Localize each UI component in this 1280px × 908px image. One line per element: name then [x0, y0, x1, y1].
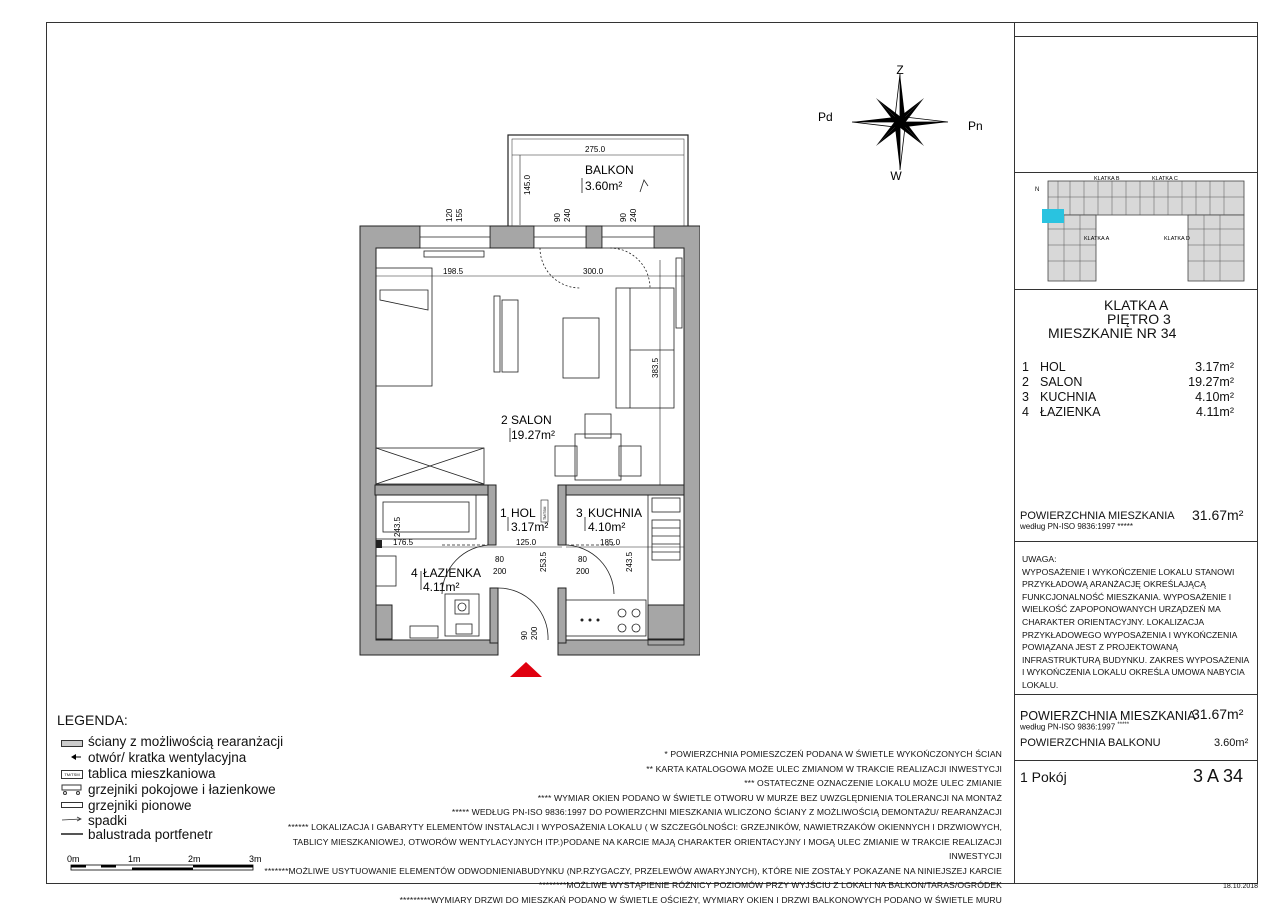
legend-item-label: grzejniki pionowe	[88, 798, 192, 813]
room-label-salon	[501, 413, 555, 442]
room-area: 4.11m²	[423, 580, 460, 594]
summary-area-standard	[1020, 722, 1129, 732]
room-name: ŁAZIENKA	[423, 566, 482, 580]
compass-east-label: Pn	[968, 119, 983, 133]
footnote: TABLICY MIESZKANIOWEJ, OTWORÓW WENTYLACYJNYCH ITP.)PODANE NA KARCIE MAJĄ CHARAKTER ORIENTACYJNY I MOGĄ ULEC ZMIANIE W TRAKCIE REALIZACJI INWESTYCJI	[292, 836, 1002, 862]
info-column	[1014, 22, 1258, 884]
room-area: 4.10m²	[1195, 390, 1234, 404]
building-key-plan	[1028, 175, 1252, 287]
dimension-label: 200	[530, 626, 539, 640]
compass-west-label: Pd	[818, 110, 833, 124]
radiator-icon	[61, 783, 83, 795]
vertical-radiator-icon	[61, 802, 83, 808]
footnote: ********MOŻLIWE WYSTĄPIENIE RÓŻNICY POZIOMÓW PRZY WYJŚCIU Z LOKALI NA BALKON/TARAS/OGRÓDEK	[538, 880, 1002, 891]
footnotes	[240, 747, 1002, 908]
revision-date: 18.10.2018	[1223, 883, 1259, 890]
balcony-area-value: 3.60m²	[1214, 737, 1249, 749]
dimension-label: 80	[578, 555, 587, 564]
rooms-count: 1 Pokój	[1020, 769, 1067, 785]
summary-area-label: POWIERZCHNIA MIESZKANIA	[1020, 709, 1196, 723]
room-area: 4.11m²	[1196, 405, 1234, 419]
dimension-label: 200	[576, 567, 590, 576]
footnote: *********WYMIARY DRZWI DO MIESZKAŃ PODANO W ŚWIETLE OŚCIEŻY, WYMIARY OKIEN I DRZWI BALKONOWYCH PODANO W ŚWIETLE MURU	[399, 894, 1002, 905]
room-name: SALON	[1040, 375, 1083, 389]
dimension-label: 185.0	[600, 538, 621, 547]
dimension-label: 240	[563, 208, 572, 222]
vent-icon	[61, 752, 83, 762]
remarks-line: WIELKOŚĆ ZAPOPONOWANYCH URZĄDZEŃ MA	[1022, 604, 1221, 615]
dimension-label: 253.5	[539, 551, 548, 572]
doors	[442, 545, 614, 640]
summary-area-value: 31.67m²	[1192, 706, 1244, 722]
room-area: 19.27m²	[1188, 375, 1234, 389]
total-area-label: POWIERZCHNIA MIESZKANIA	[1020, 510, 1175, 522]
dimension-label: 240	[629, 208, 638, 222]
balustrade-icon	[61, 833, 83, 835]
room-area: 19.27m²	[511, 428, 556, 442]
remarks-line: INFRASTRUKTURĄ BUDYNKU. ZAKRES WYPOSAŻENIA	[1022, 654, 1250, 665]
key-plan-label: KLATKA B	[1094, 176, 1120, 182]
compass-rose	[810, 60, 1000, 190]
remarks-line: PRZYKŁADOWĄ ARANŻACJĘ OKREŚLAJĄCĄ	[1022, 579, 1206, 590]
floor-plan	[340, 130, 700, 680]
compass-north-label: Z	[896, 63, 904, 77]
room-area: 4.10m²	[588, 520, 626, 534]
room-label-kuchnia	[576, 506, 642, 534]
dimension-label: 275.0	[585, 145, 606, 154]
dimension-label: 120	[445, 208, 454, 222]
unit-code: 3 A 34	[1193, 766, 1244, 786]
footnote: *******MOŻLIWE USYTUOWANIE ELEMENTÓW ODWODNIENIABUDYNKU (NP.RZYGACZY, PRZELEWÓW AWARYJNYCH), KTÓRE NIE ZOSTAŁY POKAZANE NA NINIEJSZEJ KARCIE	[264, 865, 1002, 876]
stairwell-label: KLATKA A	[1104, 297, 1169, 313]
key-plan-label: KLATKA A	[1084, 236, 1110, 242]
room-number: 4	[1022, 405, 1029, 419]
room-list-item	[1022, 390, 1238, 405]
scale-label: 1m	[128, 854, 141, 864]
divider	[1014, 694, 1258, 695]
room-number: 2	[1022, 375, 1029, 389]
balcony-area-label: POWIERZCHNIA BALKONU	[1020, 737, 1161, 749]
dimension-label: 200	[493, 567, 507, 576]
remarks-title: UWAGA:	[1022, 554, 1057, 564]
room-number: 3	[1022, 390, 1029, 404]
dimension-label: 176.5	[393, 538, 414, 547]
washbasin	[445, 594, 479, 636]
summary-area-standard-text: według PN-ISO 9836:1997	[1020, 722, 1116, 732]
dimension-label: 198.5	[443, 267, 464, 276]
room-name: KUCHNIA	[588, 506, 643, 520]
legend-item-label: tablica mieszkaniowa	[88, 766, 216, 781]
radiator	[676, 258, 682, 328]
dimension-label: 90	[520, 631, 529, 640]
dimension-label: 243.5	[625, 551, 634, 572]
room-number: 3	[576, 506, 583, 520]
slope-icon	[61, 815, 83, 823]
footnote: ***** WEDŁUG PN-ISO 9836:1997 DO POWIERZCHNI MIESZKANIA WLICZONO ŚCIANY Z MOŻLIWOŚCIĄ DEMONTAŻU/ REARANŻACJI	[451, 807, 1002, 818]
room-list-item	[1022, 360, 1238, 375]
total-area-value: 31.67m²	[1192, 507, 1244, 523]
scale-label: 3m	[249, 854, 262, 864]
remarks-line: POWIĄZANA JEST Z PROJEKTOWANĄ	[1022, 642, 1178, 653]
footnote: ****** LOKALIZACJA I GABARYTY ELEMENTÓW INSTALACJI I WYPOSAŻENIA LOKALU ( W SZCZEGÓLNOŚCI: GRZEJNIKÓW, NAWIETRZAKÓW OKIENNYCH I DRZWIOWYCH,	[287, 821, 1002, 832]
room-number: 2	[501, 413, 508, 427]
dimension-label: 155	[455, 208, 464, 222]
remarks-line: CHARAKTER ORIENTACYJNY. LOKALIZACJA	[1022, 616, 1205, 627]
key-plan-highlight	[1042, 209, 1064, 223]
floor-label: PIĘTRO 3	[1107, 311, 1171, 327]
total-area-standard: według PN-ISO 9836:1997 *****	[1020, 522, 1133, 531]
remarks-line: PRZYKŁADOWEGO WYPOSAŻENIA I WYKOŃCZENIA	[1022, 629, 1238, 640]
key-plan-north: N	[1035, 187, 1040, 193]
dining-set	[555, 414, 641, 480]
bathtub	[376, 495, 476, 539]
key-plan-label: KLATKA D	[1164, 236, 1190, 242]
sink-knob	[581, 619, 584, 622]
room-area: 3.17m²	[1195, 360, 1234, 374]
partition-wall	[494, 296, 500, 372]
dimension-label: 90	[553, 213, 562, 222]
bed	[376, 268, 432, 386]
key-plan-label: KLATKA C	[1152, 176, 1178, 182]
divider	[1014, 172, 1258, 173]
dimension-label: 383.5	[651, 357, 660, 378]
dimension-label: 125.0	[516, 538, 537, 547]
apartment-label: MIESZKANIE NR 34	[1048, 325, 1177, 341]
room-list	[1022, 360, 1238, 420]
divider	[1014, 760, 1258, 761]
remarks-line: LOKALU.	[1022, 679, 1059, 690]
entrance-arrow	[510, 662, 542, 677]
room-area: 3.60m²	[585, 179, 623, 193]
summary-area-stars: *****	[1117, 722, 1130, 728]
washing-machine	[376, 556, 396, 586]
coffee-table	[563, 318, 599, 378]
dimension-label: 300.0	[583, 267, 604, 276]
radiator	[424, 251, 484, 257]
room-number: 4	[411, 566, 418, 580]
cooktop	[618, 609, 640, 632]
divider	[1014, 289, 1258, 290]
remarks-line: I WYKOŃCZENIA LOKALU OKREŚLA UMOWA NABYCIA	[1022, 667, 1245, 678]
legend-item-label: spadki	[88, 813, 128, 828]
legend-title: LEGENDA:	[57, 712, 128, 728]
scale-label: 0m	[67, 854, 80, 864]
scale-label: 2m	[188, 854, 201, 864]
room-name: KUCHNIA	[1040, 390, 1097, 404]
sink-knob	[589, 619, 592, 622]
legend-item-label: ściany z możliwością rearanżacji	[88, 734, 284, 749]
room-number: 1	[500, 506, 507, 520]
room-label-lazienka	[411, 566, 481, 594]
room-name: HOL	[511, 506, 536, 520]
apartment-panel-tag: TM/TSM	[543, 506, 547, 520]
legend-item-label: grzejniki pokojowe i łazienkowe	[88, 782, 276, 797]
footnote: *** OSTATECZNE OZNACZENIE LOKALU MOŻE ULEC ZMIANIE	[744, 778, 1002, 789]
room-list-item	[1022, 405, 1238, 420]
divider	[1014, 541, 1258, 542]
compass-south-label: W	[890, 169, 902, 183]
room-name: BALKON	[585, 163, 634, 177]
remarks-line: FUNKCJONALNOŚĆ MIESZKANIA. WYPOSAŻENIE I	[1022, 591, 1232, 602]
footnote: * POWIERZCHNIA POMIESZCZEŃ PODANA W ŚWIETLE WYKOŃCZONYCH ŚCIAN	[664, 749, 1002, 759]
room-number: 1	[1022, 360, 1029, 374]
room-list-item	[1022, 375, 1238, 390]
dimension-label: 90	[619, 213, 628, 222]
wardrobe	[502, 300, 518, 372]
room-name: ŁAZIENKA	[1040, 405, 1101, 419]
remarks	[1022, 553, 1254, 692]
divider	[1014, 36, 1258, 37]
footnote: ** KARTA KATALOGOWA MOŻE ULEC ZMIANOM W TRAKCIE REALIZACJI INWESTYCJI	[646, 763, 1002, 774]
balcony	[508, 135, 688, 227]
apartment-panel-icon: TM/TSM	[61, 770, 83, 779]
wall-rearrange-icon	[61, 740, 83, 747]
footnote: **** WYMIAR OKIEN PODANO W ŚWIETLE OTWORU W MURZE BEZ UWZGLĘDNIENIA TOLERANCJI NA MONTAŻ	[537, 792, 1002, 803]
room-name: SALON	[511, 413, 552, 427]
wardrobe-unit	[376, 448, 484, 484]
room-name: HOL	[1040, 360, 1066, 374]
room-area: 3.17m²	[511, 520, 549, 534]
scale-bar	[60, 853, 270, 875]
legend-item-label: balustrada portfenetr	[88, 827, 213, 842]
remarks-line: WYPOSAŻENIE I WYKOŃCZENIE LOKALU STANOWI	[1022, 566, 1235, 577]
toilet	[410, 626, 438, 638]
sink-knob	[597, 619, 600, 622]
sofa	[616, 288, 674, 408]
dimension-label: 80	[495, 555, 504, 564]
dimension-label: 145.0	[523, 174, 532, 195]
legend-item-label: otwór/ kratka wentylacyjna	[88, 750, 247, 765]
dimension-label: 243.5	[393, 516, 402, 537]
